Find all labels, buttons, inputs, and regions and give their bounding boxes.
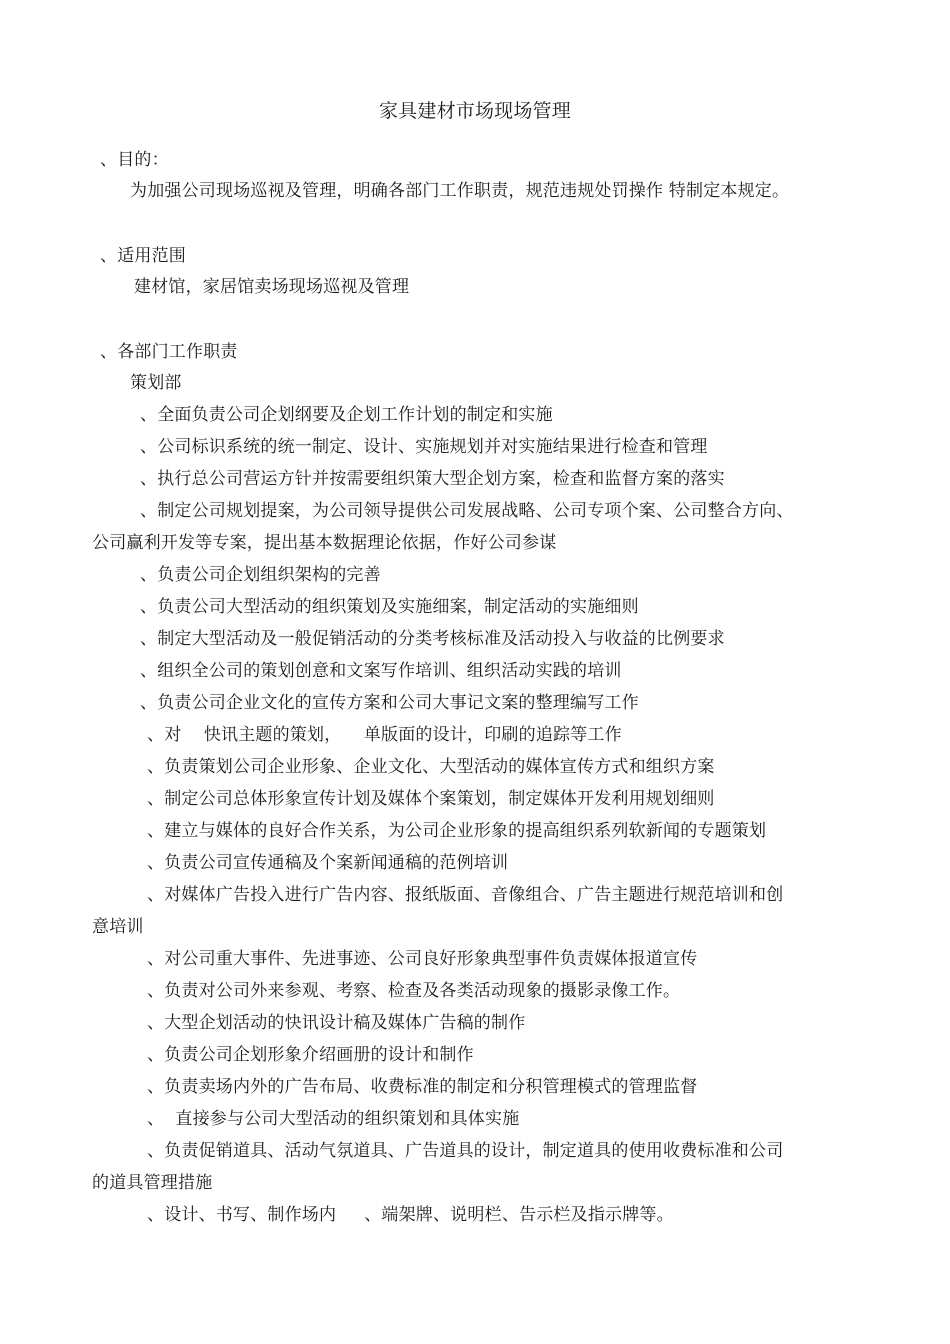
list-item: 、公司标识系统的统一制定、设计、实施规划并对实施结果进行检查和管理	[140, 437, 708, 457]
list-item-continuation: 的道具管理措施	[92, 1173, 213, 1193]
list-item: 、全面负责公司企划纲要及企划工作计划的制定和实施	[140, 405, 553, 425]
list-item: 、对 快讯主题的策划， 单版面的设计，印刷的追踪等工作	[147, 725, 622, 745]
list-item: 、负责促销道具、活动气氛道具、广告道具的设计，制定道具的使用收费标准和公司	[147, 1141, 784, 1161]
list-item: 、负责对公司外来参观、考察、检查及各类活动现象的摄影录像工作。	[147, 981, 681, 1001]
list-item: 、负责公司大型活动的组织策划及实施细案，制定活动的实施细则	[140, 597, 639, 617]
list-item: 、负责策划公司企业形象、企业文化、大型活动的媒体宣传方式和组织方案	[147, 757, 715, 777]
list-item-continuation: 公司赢利开发等专案，提出基本数据理论依据，作好公司参谋	[92, 533, 557, 553]
section-body-purpose: 为加强公司现场巡视及管理，明确各部门工作职责，规范违规处罚操作 特制定本规定。	[130, 181, 790, 201]
list-item: 、设计、书写、制作场内 、端架牌、说明栏、告示栏及指示牌等。	[147, 1205, 674, 1225]
list-item: 、负责卖场内外的广告布局、收费标准的制定和分积管理模式的管理监督	[147, 1077, 698, 1097]
section-heading-purpose: 、目的：	[100, 150, 169, 170]
list-item: 、负责公司企划组织架构的完善	[140, 565, 381, 585]
list-item: 、制定公司总体形象宣传计划及媒体个案策划，制定媒体开发利用规划细则	[147, 789, 715, 809]
section-heading-scope: 、适用范围	[100, 246, 186, 266]
list-item: 、对公司重大事件、先进事迹、公司良好形象典型事件负责媒体报道宣传	[147, 949, 698, 969]
list-item: 、负责公司企划形象介绍画册的设计和制作	[147, 1045, 474, 1065]
department-name: 策划部	[130, 373, 182, 393]
list-item: 、制定大型活动及一般促销活动的分类考核标准及活动投入与收益的比例要求	[140, 629, 725, 649]
list-item: 、负责公司宣传通稿及个案新闻通稿的范例培训	[147, 853, 509, 873]
list-item: 、组织全公司的策划创意和文案写作培训、组织活动实践的培训	[140, 661, 622, 681]
list-item: 、对媒体广告投入进行广告内容、报纸版面、音像组合、广告主题进行规范培训和创	[147, 885, 784, 905]
section-body-scope: 建材馆，家居馆卖场现场巡视及管理	[134, 277, 410, 297]
list-item: 、 直接参与公司大型活动的组织策划和具体实施	[147, 1109, 520, 1129]
list-item: 、建立与媒体的良好合作关系，为公司企业形象的提高组织系列软新闻的专题策划	[147, 821, 767, 841]
list-item: 、执行总公司营运方针并按需要组织策大型企划方案，检查和监督方案的落实	[140, 469, 725, 489]
document-title: 家具建材市场现场管理	[378, 100, 571, 122]
list-item: 、负责公司企业文化的宣传方案和公司大事记文案的整理编写工作	[140, 693, 639, 713]
list-item-continuation: 意培训	[92, 917, 144, 937]
section-heading-duties: 、各部门工作职责	[100, 342, 238, 362]
list-item: 、大型企划活动的快讯设计稿及媒体广告稿的制作	[147, 1013, 526, 1033]
list-item: 、制定公司规划提案，为公司领导提供公司发展战略、公司专项个案、公司整合方向、	[140, 501, 794, 521]
